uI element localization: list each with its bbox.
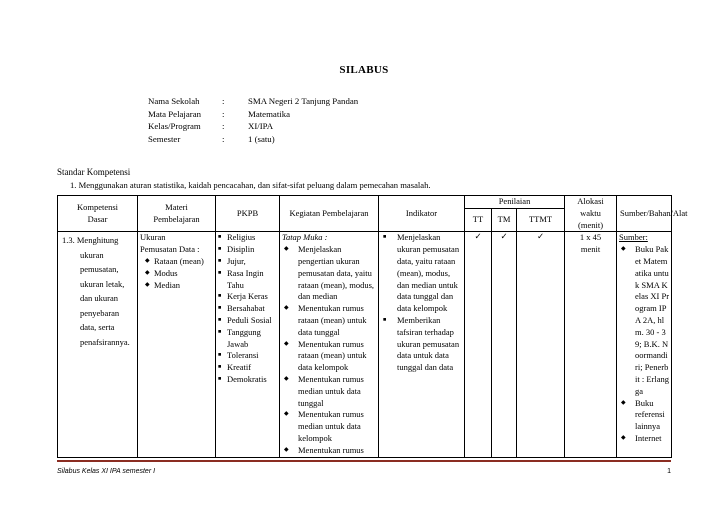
info-row: [148, 96, 358, 109]
standar-kompetensi-heading: Standar Kompetensi: [57, 167, 131, 177]
kegiatan-heading: Tatap Muka :: [282, 232, 328, 243]
cell-indikator: [379, 232, 465, 457]
sumber-item: ◆ Buku referensi lainnya: [621, 398, 669, 433]
pkpb-item: ■ Peduli Sosial: [218, 315, 277, 327]
header-ttmt: TTMT: [517, 209, 565, 232]
info-sep: :: [222, 121, 225, 131]
header-indikator: Indikator: [379, 196, 465, 232]
cell-kegiatan: [280, 232, 379, 457]
materi-item: ◆ Modus: [145, 268, 213, 280]
header-sumber: Sumber/Bahan/Alat: [617, 196, 672, 232]
info-label: Kelas/Program: [148, 121, 201, 131]
cell-pkpb: [216, 232, 280, 457]
cell-kompetensi: [58, 232, 138, 457]
materi-item: ◆ Median: [145, 280, 213, 292]
sumber-heading: Sumber:: [619, 232, 648, 243]
pkpb-item: ■ Religius: [218, 232, 277, 244]
header-alokasi: Alokasi waktu (menit): [565, 196, 617, 232]
pkpb-item: ■ Demokratis: [218, 374, 277, 386]
info-sep: :: [222, 133, 225, 144]
info-row: [148, 109, 358, 122]
info-sep: :: [222, 96, 225, 106]
info-value: 1 (satu): [248, 133, 275, 144]
pkpb-item: ■ Kreatif: [218, 362, 277, 374]
kegiatan-item: ◆ Menentukan rumus rataan (mean) untuk data tunggal: [284, 303, 376, 338]
standar-kompetensi-item: 1. Menggunakan aturan statistika, kaidah pencacahan, dan sifat-sifat peluang dalam pemecahan masalah.: [70, 180, 431, 190]
pkpb-item: ■ Rasa Ingin Tahu: [218, 268, 277, 292]
kegiatan-item: ◆ Menentukan rumus rataan (mean) untuk data kelompok: [284, 339, 376, 374]
cell-alokasi: 1 x 45 menit: [565, 232, 617, 457]
footer-text: Silabus Kelas XI IPA semester I: [57, 468, 156, 475]
header-tt: TT: [465, 209, 492, 232]
header-kegiatan: Kegiatan Pembelajaran: [280, 196, 379, 232]
info-value: SMA Negeri 2 Tanjung Pandan: [248, 96, 359, 106]
kompetensi-text: 1.3. Menghitung ukuran pemusatan, ukuran letak, dan ukuran penyebaran data, serta penafsirannya.: [62, 235, 130, 347]
kegiatan-item: ◆ Menjelaskan pengertian ukuran pemusatan data, yaitu rataan (mean), modus, dan median: [284, 244, 376, 303]
header-materi: Materi Pembelajaran: [138, 196, 216, 232]
pkpb-item: ■ Kerja Keras: [218, 291, 277, 303]
indikator-list: [381, 232, 462, 374]
pkpb-list: [218, 232, 277, 385]
info-label: Nama Sekolah: [148, 96, 200, 106]
kegiatan-item: ◆ Menentukan rumus median untuk data tunggal: [284, 374, 376, 409]
info-value: XI/IPA: [248, 121, 274, 131]
page-title: SILABUS: [339, 64, 389, 76]
materi-item: ◆ Rataan (mean): [145, 256, 213, 268]
info-value: Matematika: [248, 108, 291, 119]
materi-line: Pemusatan Data :: [140, 244, 200, 255]
sumber-list: [619, 244, 669, 445]
header-tm: TM: [492, 209, 517, 232]
cell-sumber: [617, 232, 672, 457]
check-tt: ✓: [465, 232, 492, 457]
pkpb-item: ■ Bersahabat: [218, 303, 277, 315]
header-pkpb: PKPB: [216, 196, 280, 232]
cell-materi: [138, 232, 216, 457]
info-label: Mata Pelajaran: [148, 108, 202, 119]
kegiatan-item: ◆ Menentukan rumus: [284, 445, 376, 457]
syllabus-table: [57, 195, 688, 458]
pkpb-item: ■ Disiplin: [218, 244, 277, 256]
school-info: [148, 96, 358, 146]
kegiatan-list: [282, 244, 376, 456]
page-number: 1: [667, 468, 671, 475]
info-label: Semester: [148, 133, 181, 144]
indikator-item: ■ Menjelaskan ukuran pemusatan data, yaitu rataan (mean), modus, dan median untuk data tunggal dan data kelompok: [383, 232, 462, 315]
header-penilaian: Penilaian: [465, 196, 565, 209]
info-row: [148, 121, 358, 134]
info-sep: :: [222, 108, 225, 119]
kegiatan-item: ◆ Menentukan rumus median untuk data kelompok: [284, 409, 376, 444]
page-footer: [57, 460, 671, 475]
pkpb-item: ■ Toleransi: [218, 350, 277, 362]
info-row: [148, 134, 358, 147]
indikator-item: ■ Memberikan tafsiran terhadap ukuran pemusatan data untuk data tunggal dan data: [383, 315, 462, 374]
sumber-item: ◆ Buku Paket Matematika untuk SMA Kelas XI Program IPA 2A, hlm. 30 - 39; B.K. Noormandiri; Penerbit : Erlangga: [621, 244, 669, 397]
pkpb-item: ■ Tanggung Jawab: [218, 327, 277, 351]
check-ttmt: ✓: [517, 232, 565, 457]
header-kompetensi: Kompetensi Dasar: [58, 196, 138, 232]
materi-line: Ukuran: [140, 232, 166, 243]
pkpb-item: ■ Jujur,: [218, 256, 277, 268]
materi-list: [140, 256, 213, 291]
check-tm: ✓: [492, 232, 517, 457]
sumber-item: ◆ Internet: [621, 433, 669, 445]
